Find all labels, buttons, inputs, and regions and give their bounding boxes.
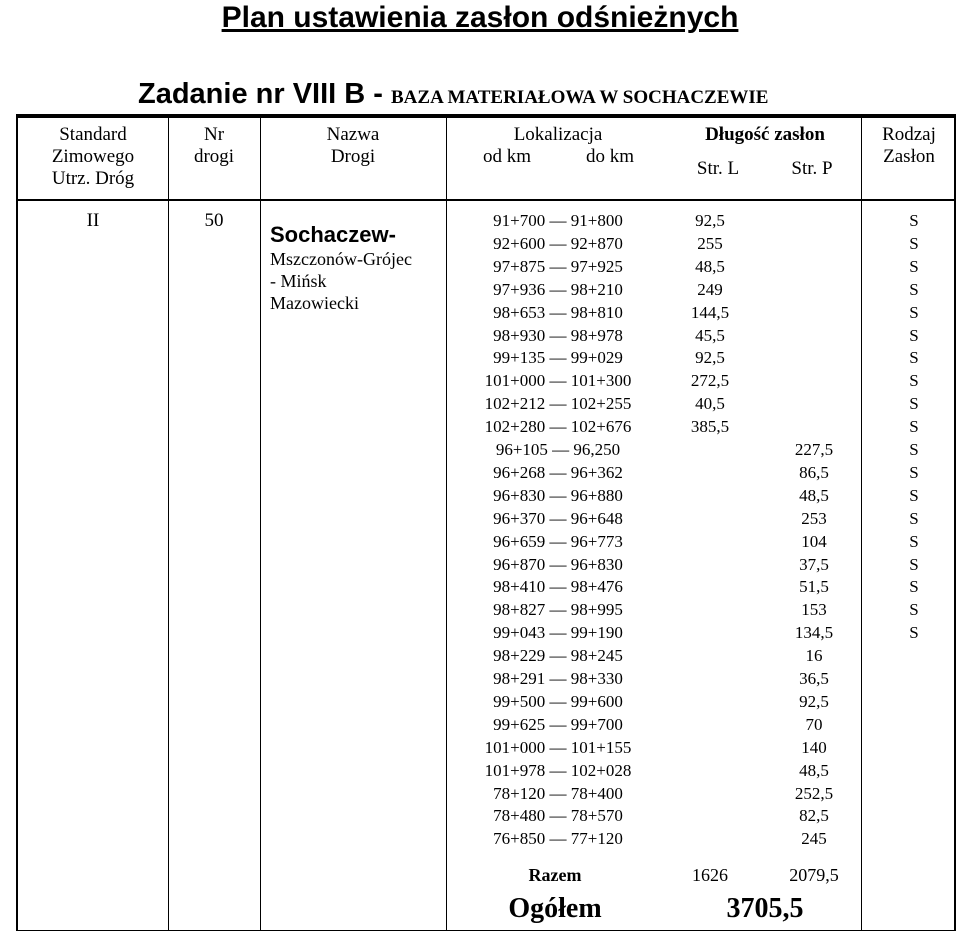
row-length-right: 245 [801,829,827,849]
row-type: S [909,394,919,414]
row-location [447,714,669,737]
row-type: S [909,325,919,345]
range-dash: — [545,417,571,437]
task-subtitle-base: BAZA MATERIAŁOWA W SOCHACZEWIE [391,87,769,108]
header-rodzaj-line2: Zasłon [883,146,935,167]
row-od-km: 101+000 [484,737,546,757]
header-standard-line1: Standard [59,124,127,145]
column-divider [168,118,169,931]
row-length-right: 134,5 [794,623,834,643]
row-type: S [909,302,919,322]
row-do-km: 99+029 [570,348,623,368]
header-lokalizacja: Lokalizacja [513,124,603,145]
header-str-p: Str. P [791,158,833,179]
row-location [447,279,669,302]
row-type: S [909,371,919,391]
range-dash: — [545,233,571,253]
row-od-km: 78+480 [493,806,546,826]
row-type: S [909,508,919,528]
range-dash: — [545,623,571,643]
row-location [447,622,669,645]
row-od-km: 91+700 [493,211,546,230]
row-location [447,508,669,531]
row-od-km: 99+043 [493,623,546,643]
row-length-right: 48,5 [799,760,829,780]
row-location [447,210,669,233]
column-divider [260,118,261,931]
row-do-km: 96+830 [570,554,623,574]
row-od-km: 76+850 [493,829,546,849]
row-location [447,325,669,348]
row-length-left: 385,5 [690,417,730,437]
row-type: S [909,577,919,597]
row-type: S [909,279,919,299]
row-do-km: 101+300 [570,371,632,391]
row-location [447,393,669,416]
row-do-km: 99+600 [570,691,623,711]
row-length-left: 272,5 [690,371,730,391]
row-length-left: 249 [697,279,723,299]
row-location [447,462,669,485]
row-do-km: 78+400 [570,783,623,803]
row-do-km: 96,250 [573,440,621,459]
road-standard: II [86,210,100,231]
row-do-km: 98+995 [570,600,623,620]
row-od-km: 92+600 [493,233,546,253]
range-dash: — [545,325,571,345]
row-od-km: 96+659 [493,531,546,551]
range-dash: — [545,394,571,414]
row-length-left: 255 [697,233,723,253]
range-dash: — [545,371,571,391]
range-dash: — [545,600,571,620]
row-type: S [909,462,919,482]
row-od-km: 96+370 [493,508,546,528]
ogolem-value: 3705,5 [726,893,804,924]
row-length-right: 82,5 [799,806,829,826]
row-location [447,645,669,668]
row-type: S [909,417,919,437]
row-length-left: 48,5 [695,256,725,276]
header-standard [20,124,166,190]
row-length-right: 140 [801,737,827,757]
razem-left: 1626 [692,865,728,885]
row-od-km: 99+625 [493,714,546,734]
row-do-km: 92+870 [570,233,623,253]
row-do-km: 77+120 [570,829,623,849]
row-location [447,302,669,325]
range-dash: — [545,714,571,734]
row-do-km: 99+700 [570,714,623,734]
column-divider [861,118,862,931]
row-od-km: 97+875 [493,256,546,276]
row-location [447,828,669,851]
row-location [447,737,669,760]
row-do-km: 102+676 [570,417,632,437]
row-location [447,599,669,622]
row-do-km: 98+210 [570,279,623,299]
ogolem-label: Ogółem [508,893,602,924]
row-do-km: 98+476 [570,577,623,597]
razem-right: 2079,5 [789,865,839,885]
row-location [447,668,669,691]
range-dash: — [545,737,571,757]
range-dash: — [545,508,571,528]
range-dash: — [545,554,571,574]
row-od-km: 98+291 [493,669,546,688]
row-location [447,416,669,439]
row-location [447,531,669,554]
row-od-km: 96+870 [493,554,546,574]
range-dash: — [545,348,571,368]
row-od-km: 99+135 [493,348,546,368]
header-nr-line1: Nr [203,124,225,145]
row-do-km: 98+978 [570,325,623,345]
razem-label: Razem [528,865,582,885]
row-length-left: 92,5 [695,348,725,368]
road-name-line1: Mszczonów-Grójec [270,249,412,269]
row-length-left: 40,5 [695,394,725,414]
header-od-km: od km [482,146,532,167]
row-do-km: 78+570 [570,806,623,826]
row-length-right: 48,5 [799,485,829,505]
road-number: 50 [204,210,224,231]
row-length-right: 153 [801,600,827,620]
row-location [447,576,669,599]
task-subtitle [138,76,768,116]
road-name [270,222,445,314]
row-od-km: 96+105 [495,440,548,459]
header-rodzaj [864,124,954,168]
row-type: S [909,531,919,551]
row-length-right: 92,5 [799,691,829,711]
row-location [447,760,669,783]
range-dash: — [545,646,571,666]
row-od-km: 99+500 [493,691,546,711]
row-length-left: 92,5 [695,211,725,230]
row-location [447,256,669,279]
row-location [447,805,669,828]
range-dash: — [547,440,574,459]
row-length-right: 36,5 [799,669,829,688]
row-od-km: 96+268 [493,462,546,482]
row-length-left: 45,5 [695,325,725,345]
row-location [447,554,669,577]
row-od-km: 97+936 [493,279,546,299]
row-do-km: 96+362 [570,462,623,482]
header-nazwa-line1: Nazwa [326,124,380,145]
row-type: S [909,211,919,230]
row-od-km: 102+212 [484,394,546,414]
row-do-km: 102+255 [570,394,632,414]
range-dash: — [545,691,571,711]
road-name-line3: Mazowiecki [270,293,359,313]
page-title: Plan ustawienia zasłon odśnieżnych [221,1,739,34]
header-standard-line3: Utrz. Dróg [51,168,135,189]
task-subtitle-main: Zadanie nr VIII B - [138,78,391,110]
range-dash: — [545,302,571,322]
row-do-km: 91+800 [570,211,623,230]
row-length-right: 253 [801,508,827,528]
row-length-right: 227,5 [794,440,834,459]
row-od-km: 98+653 [493,302,546,322]
row-od-km: 98+410 [493,577,546,597]
header-do-km: do km [585,146,635,167]
row-do-km: 98+810 [570,302,623,322]
range-dash: — [545,531,571,551]
range-dash: — [545,577,571,597]
row-do-km: 99+190 [570,623,623,643]
row-do-km: 98+245 [570,646,623,666]
header-dlugosc: Długość zasłon [705,124,825,145]
road-name-line2: - Mińsk [270,271,327,291]
row-do-km: 101+155 [570,737,632,757]
row-location [447,370,669,393]
row-do-km: 96+773 [570,531,623,551]
row-od-km: 101+978 [484,760,546,780]
row-od-km: 78+120 [493,783,546,803]
row-location [447,691,669,714]
header-rodzaj-line1: Rodzaj [882,124,936,145]
row-location [447,783,669,806]
range-dash: — [545,760,571,780]
header-standard-line2: Zimowego [51,146,135,167]
row-length-left: 144,5 [690,302,730,322]
row-do-km: 97+925 [570,256,623,276]
row-od-km: 98+229 [493,646,546,666]
row-location [447,233,669,256]
row-type: S [909,233,919,253]
row-type: S [909,485,919,505]
row-od-km: 96+830 [493,485,546,505]
header-str-l: Str. L [696,158,740,179]
row-length-right: 70 [805,714,823,734]
row-length-right: 37,5 [799,554,829,574]
row-type: S [909,554,919,574]
row-length-right: 252,5 [794,783,834,803]
row-od-km: 102+280 [484,417,546,437]
row-type: S [909,348,919,368]
row-type: S [909,440,919,459]
range-dash: — [545,279,571,299]
row-type: S [909,623,919,643]
row-location [447,439,669,462]
row-do-km: 102+028 [570,760,632,780]
row-do-km: 96+880 [570,485,623,505]
row-type: S [909,256,919,276]
range-dash: — [545,806,571,826]
row-do-km: 98+330 [570,669,623,688]
range-dash: — [545,669,571,688]
row-length-right: 104 [801,531,827,551]
row-type: S [909,600,919,620]
range-dash: — [545,462,571,482]
header-nazwa-line2: Drogi [330,146,376,167]
row-length-right: 51,5 [799,577,829,597]
row-length-right: 16 [805,646,823,666]
header-divider [16,199,956,201]
row-length-right: 86,5 [799,462,829,482]
range-dash: — [545,211,571,230]
range-dash: — [545,256,571,276]
row-od-km: 98+827 [493,600,546,620]
row-od-km: 98+930 [493,325,546,345]
range-dash: — [545,783,571,803]
road-name-bold: Sochaczew- [270,222,396,247]
header-nazwa [262,124,444,168]
header-nr [170,124,258,168]
row-location [447,485,669,508]
row-location [447,347,669,370]
row-do-km: 96+648 [570,508,623,528]
range-dash: — [545,829,571,849]
header-nr-line2: drogi [193,146,235,167]
row-od-km: 101+000 [484,371,546,391]
range-dash: — [545,485,571,505]
